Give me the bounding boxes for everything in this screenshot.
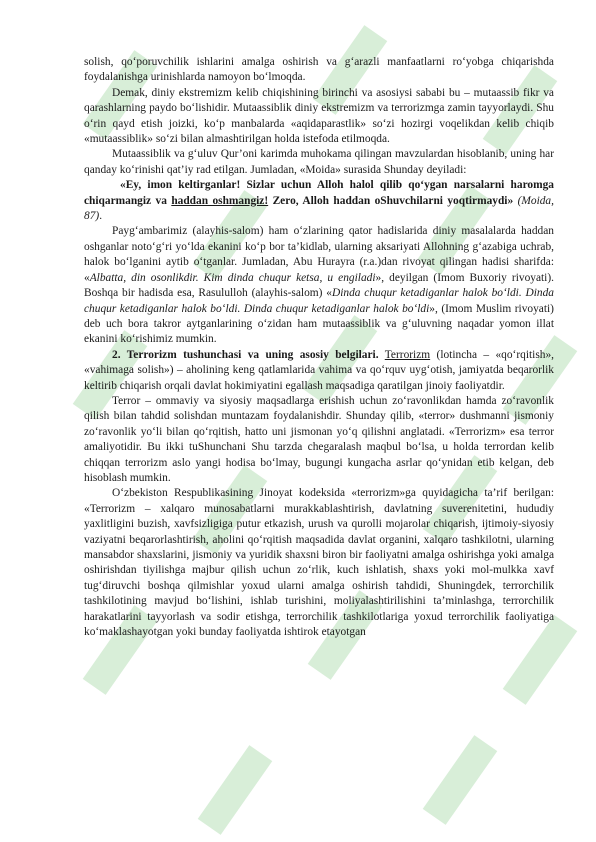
paragraph-criminal-code: O‘zbekiston Respublikasining Jinoyat kodeksida «terrorizm»ga quyidagicha ta’rif berilgan: «Terrorizm – xalqaro munosabatlarni murakkablashtirish, davlatning suverenitetini, hududiy yaxlitligini buzish, xavfsizligiga putur etkazish, urush va qurolli mojarolar chiqarish, ijtimoiy-siyosiy vaziyatni beqarorlashtirish, aholini qo‘rqitish maqsadida davlat organini, xalqaro tashkilotni, ularning mansabdor shaxslarini, jismoniy va yuridik shaxsni biron bir faoliyatni amalga oshirishga yoki amalga oshirishdan tiyilishga majbur qilish uchun zo‘rlik, kuch ishlatish, shaxs yoki mol-mulkka xavf tug‘diruvchi boshqa qilmishlar yoxud ularni amalga oshirish tahdidi, Shuningdek, terrorchilik tashkilotining mavjud bo‘lishini, ishlab turishini, moliyalashtirilishini ta’minlashga, terrorchilik harakatlarini tayyorlash va sodir etishga, terrorchilik tashkilotlariga yoxud terrorchilik faoliyatiga ko‘maklashayotgan yoki bunday faoliyatda ishtirok etayotgan (84, 487, 554, 639)
paragraph-hadith (84, 224, 554, 347)
hadith-quote-2: Dinda chuqur ketadiganlar halok bo‘ldi. Dinda chuqur ketadiganlar halok bo‘ldi. Dinda chuqur ketadiganlar halok bo‘ldi (84, 287, 554, 315)
hadith-text-1: Payg‘ambarimiz (alayhis-salom) ham o‘zlarining qator hadislarida diniy masalalarda haddan oshganlar noto‘g‘ri yo‘lda ekanini ko‘p bor ta’kidlab, ularning aksariyati Allohning g‘azabiga uchrab, halok bo‘lganini aytib o‘tganlar. Jumladan, Abu Hurayra (r.a.)dan rivoyat qilingan hadisi sharifda: « (84, 225, 554, 284)
paragraph-3: Mutaassiblik va g‘uluv Qur’oni karimda muhokama qilingan mavzulardan hisoblanib, uning har qanday ko‘rinishi qat’iy rad etilgan. Jumladan, «Moida» surasida Shunday deyiladi: (84, 148, 554, 176)
document-page (84, 55, 554, 640)
quote-end: . (99, 210, 103, 223)
term-terrorizm: Terrorizm (384, 348, 431, 361)
section-2-paragraph (84, 348, 554, 394)
quran-quote (84, 178, 554, 224)
quote-part-2: Zero, Alloh haddan oShuvchilarni yoqtirmaydi» (268, 194, 514, 207)
section-2-heading: 2. Terrorizm tushunchasi va uning asosiy belgilari. (112, 348, 379, 361)
terrorizm-definition: (lotincha – «qo‘rqitish», «vahimaga solish») – aholining keng qatlamlarida vahima va qo‘rquv uyg‘otish, jamiyatda beqarorlik keltirib chiqarish orqali davlat hokimiyatini egallash maqsadiga qaratilgan jinoiy faoliyatdir. (84, 348, 554, 392)
quote-underlined: haddan oshmangiz! (171, 194, 269, 207)
paragraph-1: solish, qo‘poruvchilik ishlarini amalga oshirish va g‘arazli manfaatlarni ro‘yobga chiqarishda foydalanishga urinishlarda namoyon bo‘lmoqda. (84, 56, 554, 84)
watermark-mark (198, 745, 273, 835)
paragraph-2: Demak, diniy ekstremizm kelib chiqishining birinchi va asosiysi sababi bu – mutaassib fikr va qarashlarning paydo bo‘lishidir. Mutaassiblik diniy ekstremizm va terrorizmga zamin tayyorlaydi. Shu o‘rin qayd etish joizki, ko‘p manbalarda «aqidaparastlik» so‘zi hozirgi voqelikdan kelib chiqib «mutaassiblik» so‘zi bilan almashtirilgan holda istefoda etilmoqda. (84, 86, 554, 146)
hadith-text-3: », (Imom Muslim rivoyati) deb uch bora takror aytganlarining o‘zidan ham mutaassiblik va g‘uluvning naqadar yomon illat ekanini ko‘rishimiz mumkin. (84, 302, 554, 346)
watermark-mark (423, 735, 498, 825)
hadith-text-2: », deyilgan (Imom Buxoriy rivoyati). Boshqa bir hadisda esa, Rasululloh (alayhis-salom) « (84, 271, 554, 300)
quote-part-1: «Ey, imon keltirganlar! Sizlar uchun Alloh halol qilib qo‘ygan narsalarni haromga chiqarmangiz va (84, 179, 554, 207)
quote-source: (Moida, 87) (84, 194, 554, 223)
paragraph-terror: Terror – ommaviy va siyosiy maqsadlarga erishish uchun zo‘ravonlikdan hamda zo‘ravonlik qilish bilan tahdid solishdan muntazam foydalanishdir. Shunday qilib, «terror» dushmanni jismoniy zo‘ravonlik yo‘li bilan qo‘rqitish, hatto uni jismonan yo‘q qilishni anglatadi. «Terrorizm» esa terror amaliyotidir. Bu ikki tuShunchani Shu tarzda chegaralash maqbul bo‘lsa, u holda terrordan kelib chiqqan terrorizm aslo yangi hodisa bo‘lmay, bugungi kungacha asrlar qo‘ynidan etib kelgan, deb hisoblash mumkin. (84, 394, 554, 484)
hadith-quote-1: Albatta, din osonlikdir. Kim dinda chuqur ketsa, u engiladi (89, 271, 376, 284)
